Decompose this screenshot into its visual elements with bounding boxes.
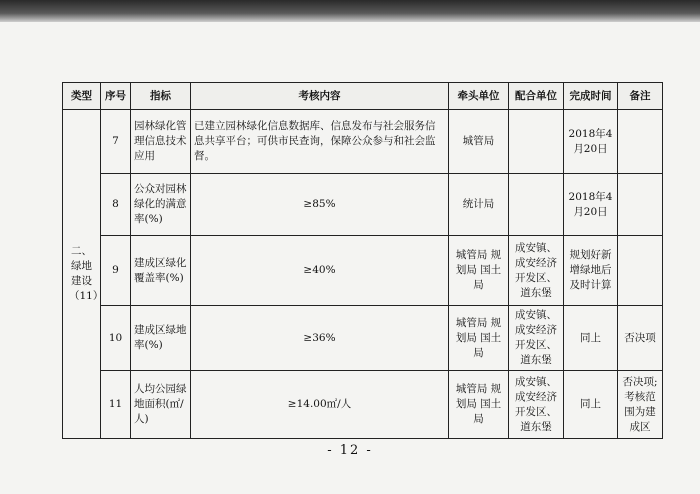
header-lead-unit: 牵头单位 (449, 83, 509, 110)
row-number: 9 (101, 236, 131, 306)
row-partner-unit (509, 174, 564, 236)
row-note: 否决项 (618, 306, 663, 371)
row-number: 10 (101, 306, 131, 371)
header-content: 考核内容 (191, 83, 449, 110)
table-header-row (63, 83, 663, 110)
row-note (618, 110, 663, 174)
scan-top-edge (0, 0, 700, 22)
header-number: 序号 (101, 83, 131, 110)
header-type: 类型 (63, 83, 101, 110)
row-content: ≥14.00㎡/人 (191, 371, 449, 439)
row-content: ≥36% (191, 306, 449, 371)
header-deadline: 完成时间 (564, 83, 618, 110)
row-partner-unit: 成安镇、成安经济开发区、道东堡 (509, 236, 564, 306)
table-row (63, 236, 663, 306)
table-row (63, 174, 663, 236)
row-deadline: 同上 (564, 371, 618, 439)
row-partner-unit (509, 110, 564, 174)
row-deadline: 2018年4月20日 (564, 174, 618, 236)
row-partner-unit: 成安镇、成安经济开发区、道东堡 (509, 306, 564, 371)
row-number: 11 (101, 371, 131, 439)
row-indicator: 人均公园绿地面积(㎡/人) (131, 371, 191, 439)
row-lead-unit: 城管局 规划局 国土局 (449, 306, 509, 371)
header-note: 备注 (618, 83, 663, 110)
row-number: 8 (101, 174, 131, 236)
row-lead-unit: 城管局 规划局 国土局 (449, 371, 509, 439)
row-deadline: 2018年4月20日 (564, 110, 618, 174)
document-page (62, 82, 662, 439)
header-indicator: 指标 (131, 83, 191, 110)
row-deadline: 规划好新增绿地后及时计算 (564, 236, 618, 306)
header-partner-unit: 配合单位 (509, 83, 564, 110)
row-content: ≥85% (191, 174, 449, 236)
table-row (63, 306, 663, 371)
row-partner-unit: 成安镇、成安经济开发区、道东堡 (509, 371, 564, 439)
row-note (618, 174, 663, 236)
category-cell: 二、绿地建设（11） (63, 110, 101, 439)
row-note (618, 236, 663, 306)
row-content: ≥40% (191, 236, 449, 306)
row-deadline: 同上 (564, 306, 618, 371)
row-lead-unit: 城管局 (449, 110, 509, 174)
row-note: 否决项;考核范围为建成区 (618, 371, 663, 439)
row-lead-unit: 统计局 (449, 174, 509, 236)
table-row (63, 110, 663, 174)
row-number: 7 (101, 110, 131, 174)
row-indicator: 建成区绿地率(%) (131, 306, 191, 371)
page-number: - 12 - (327, 443, 373, 458)
row-indicator: 建成区绿化覆盖率(%) (131, 236, 191, 306)
table-row (63, 371, 663, 439)
row-content: 已建立园林绿化信息数据库、信息发布与社会服务信息共享平台；可供市民查询，保障公众参与和社会监督。 (191, 110, 449, 174)
row-lead-unit: 城管局 规划局 国土局 (449, 236, 509, 306)
row-indicator: 公众对园林绿化的满意率(%) (131, 174, 191, 236)
row-indicator: 园林绿化管理信息技术应用 (131, 110, 191, 174)
assessment-table (62, 82, 663, 439)
